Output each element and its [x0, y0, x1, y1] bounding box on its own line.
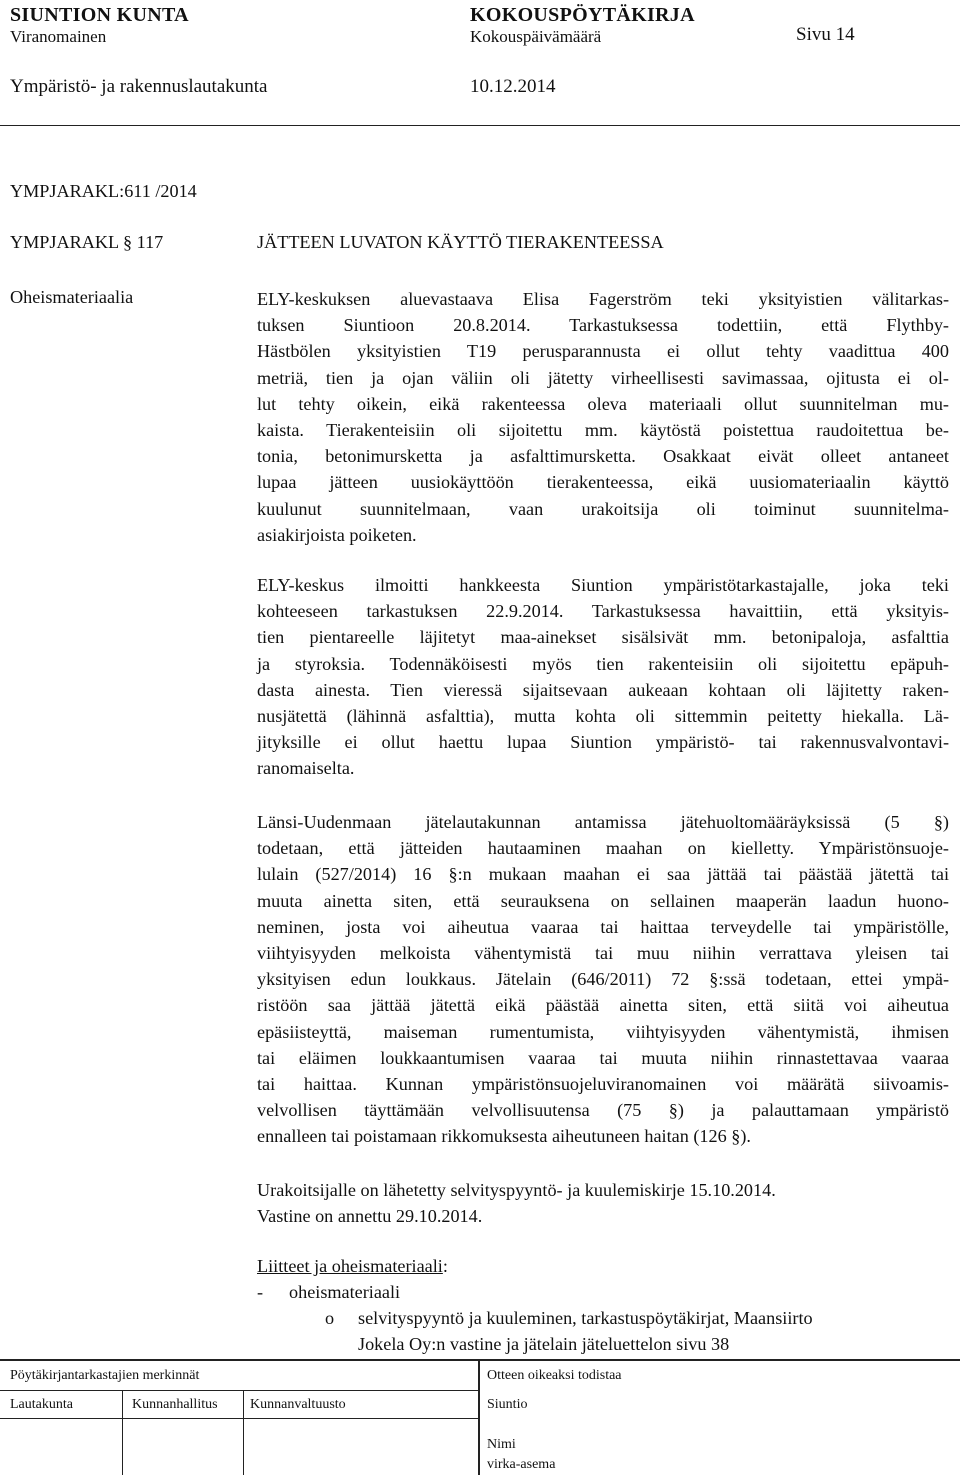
text-line: viihtyisyyden melkoista vähentymistä tai muu niihin verrattava yleisen tai	[257, 943, 949, 964]
text-line: lut tehty oikein, eikä rakenteessa oleva materiaali ollut suunnitelman mu-	[257, 393, 949, 414]
text-line: Urakoitsijalle on lähetetty selvityspyyntö- ja kuulemiskirje 15.10.2014.	[257, 1180, 776, 1200]
text-line: lupaa jätteen uusiokäyttöön tierakenteessa, eikä uusiomateriaalin käyttö	[257, 472, 949, 493]
footer-position: virka-asema	[487, 1457, 556, 1472]
text-line: Länsi-Uudenmaan jätelautakunnan antamissa jätehuoltomääräyksissä (5 §)	[257, 812, 949, 832]
footer-name: Nimi	[487, 1437, 516, 1452]
text-line: lulain (527/2014) 16 §:n mukaan maahan ei saa jättää tai päästää jätettä tai	[257, 864, 949, 885]
text-line: ja styroksia. Todennäköisesti myös tien rakenteisiin oli sijoitettu epäpuh-	[257, 653, 949, 674]
text-line: metriä, tien ja ojan väliin oli jätetty virheellisesti savimassaa, ojitusta ei ol-	[257, 367, 949, 388]
text-line: Hästbölen yksityistien T19 perusparannusta ei ollut tehty vaadittua 400	[257, 341, 949, 362]
text-line: tai eläimen loukkaantumisen vaaraa tai muuta niihin rinnastettavaa vaaraa	[257, 1047, 949, 1068]
text-line: kuulunut suunnitelmaan, vaan urakoitsija oli toiminut suunnitelma-	[257, 498, 949, 519]
footer-top-rule	[0, 1359, 960, 1361]
text-line: jityksille ei ollut haettu lupaa Siuntion ympäristö- tai rakennusvalvontavi-	[257, 732, 949, 753]
text-line: tai haittaa. Kunnan ympäristönsuojeluviranomainen voi määrätä siivoamis-	[257, 1074, 949, 1095]
text-line: velvollisen täyttämään velvollisuutensa (75 §) ja palauttamaan ympäristö	[257, 1100, 949, 1121]
text-line: ELY-keskus ilmoitti hankkeesta Siuntion ympäristötarkastajalle, joka teki	[257, 575, 949, 595]
date-label: Kokouspäivämäärä	[470, 27, 602, 46]
org-name: SIUNTION KUNTA	[10, 4, 189, 26]
text-line: neminen, josta voi aiheutua vaaraa tai haittaa terveydelle tai ympäristölle,	[257, 916, 949, 937]
authority-label: Viranomainen	[10, 27, 107, 46]
footer-col-divider-1	[122, 1390, 123, 1475]
footer-place: Siuntio	[487, 1397, 528, 1412]
text-line: todetaan, että jätteiden hautaaminen maahan on kielletty. Ympäristönsuoje-	[257, 838, 949, 859]
paragraph-3	[257, 809, 949, 1150]
text-line: ristöön saa jättää jätettä eikä päästää ainetta siten, että siitä voi aiheutua	[257, 995, 949, 1016]
attachment-subitem-line1: selvityspyyntö ja kuuleminen, tarkastuspöytäkirjat, Maansiirto	[358, 1308, 813, 1328]
authority-name: Ympäristö- ja rakennuslautakunta	[10, 76, 268, 97]
meeting-date: 10.12.2014	[470, 76, 556, 97]
text-line: tuksen Siuntioon 20.8.2014. Tarkastuksessa todettiin, että Flythby-	[257, 315, 949, 336]
paragraph-2	[257, 572, 949, 782]
text-line: kaista. Tierakenteisiin oli sijoitettu mm. käytöstä poistettua raudoitettua be-	[257, 420, 949, 441]
text-line: tien pientareelle läjitetyt maa-ainekset sisälsivät mm. betonipaloja, asfalttia	[257, 627, 949, 648]
footer-certify-title: Otteen oikeaksi todistaa	[487, 1368, 622, 1383]
text-line: kohteeseen tarkastuksen 22.9.2014. Tarkastuksessa havaittiin, että yksityis-	[257, 601, 949, 622]
footer-left-rule-2	[0, 1418, 478, 1419]
page-number: Sivu 14	[796, 24, 855, 45]
text-line: ranomaiselta.	[257, 758, 355, 779]
attachment-dash: -	[257, 1282, 264, 1302]
text-line: Vastine on annettu 29.10.2014.	[257, 1206, 483, 1227]
text-line: dasta ainesta. Tien vieressä sijaitsevaan aukeaan kohtaan oli läjitetty raken-	[257, 679, 949, 700]
footer-left-rule	[0, 1390, 478, 1391]
side-label-attachments: Oheismateriaalia	[10, 287, 134, 307]
text-line: muuta ainetta siten, että seurauksena on sellainen maaperän laadun huono-	[257, 890, 949, 911]
attachments-heading-text: Liitteet ja oheismateriaali	[257, 1256, 443, 1276]
text-line: ELY-keskuksen aluevastaava Elisa Fagerström teki yksityistien välitarkas-	[257, 289, 949, 309]
attachments-heading	[257, 1256, 448, 1277]
attachment-subitem-line2: Jokela Oy:n vastine ja jätelain jäteluettelon sivu 38	[358, 1334, 730, 1354]
attachment-item: oheismateriaali	[289, 1282, 401, 1302]
text-line: tonia, betonimursketta ja asfalttimursketta. Osakkaat eivät olleet antaneet	[257, 446, 949, 467]
footer-divider	[478, 1359, 480, 1475]
footer-col-divider-2	[243, 1390, 244, 1475]
footer-col-board: Lautakunta	[10, 1397, 73, 1412]
attachment-bullet: o	[325, 1308, 335, 1328]
paragraph-4	[257, 1177, 949, 1229]
text-line: epäsiisteyttä, maiseman rumentumista, viihtyisyyden vähentymistä, ihmisen	[257, 1021, 949, 1042]
text-line: ennalleen tai poistamaan rikkomuksesta aiheutuneen haitan (126 §).	[257, 1126, 751, 1147]
text-line: asiakirjoista poiketen.	[257, 524, 417, 545]
text-line: yksityisen edun loukkaus. Jätelain (646/2011) 72 §:ssä todetaan, ettei ympä-	[257, 969, 949, 990]
attachments-heading-colon: :	[442, 1256, 448, 1276]
case-ref-diary: YMPJARAKL:611 /2014	[10, 181, 197, 201]
doc-type: KOKOUSPÖYTÄKIRJA	[470, 4, 695, 26]
footer-col-council: Kunnanvaltuusto	[250, 1397, 346, 1412]
paragraph-1	[257, 286, 949, 548]
case-ref-section: YMPJARAKL § 117	[10, 232, 164, 252]
text-line: nusjätettä (lähinnä asfalttia), mutta kohta oli sittemmin peitetty hiekalla. Lä-	[257, 706, 949, 727]
header-rule	[0, 125, 960, 126]
footer-reviewers-title: Pöytäkirjantarkastajien merkinnät	[10, 1368, 200, 1383]
footer-col-government: Kunnanhallitus	[132, 1397, 218, 1412]
case-title: JÄTTEEN LUVATON KÄYTTÖ TIERAKENTEESSA	[257, 232, 664, 252]
